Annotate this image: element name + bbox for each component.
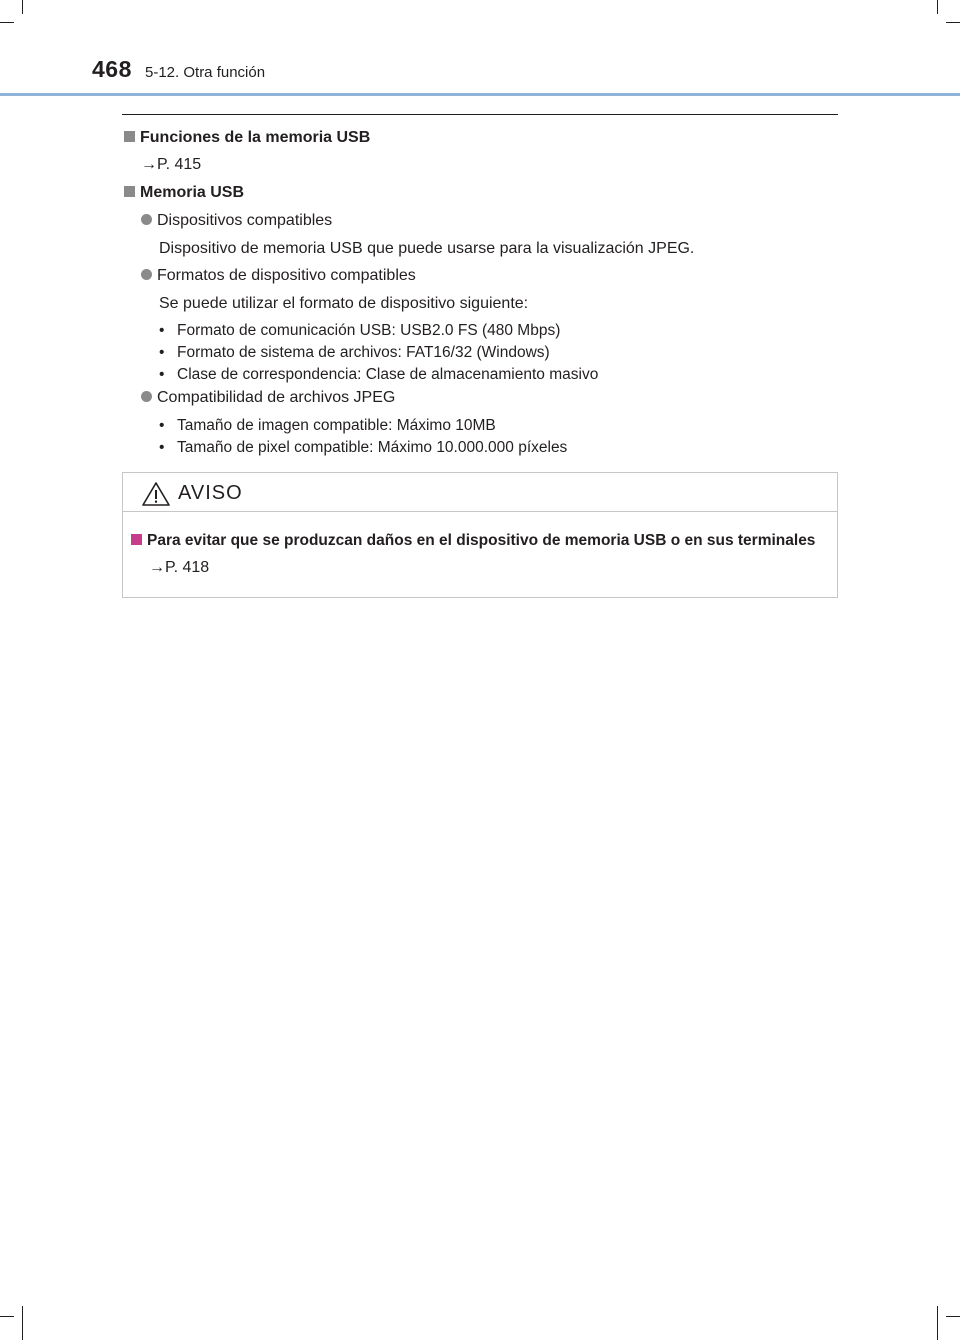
dot-bullet-icon: • xyxy=(159,322,165,339)
heading-text: Funciones de la memoria USB xyxy=(140,129,371,146)
subheading-text: Dispositivos compatibles xyxy=(157,212,333,229)
list-item-text: Tamaño de imagen compatible: Máximo 10MB xyxy=(177,417,496,434)
crop-mark-bottom-right-h xyxy=(946,1316,960,1317)
subheading-text: Compatibilidad de archivos JPEG xyxy=(157,389,396,406)
crop-mark-top-left-v xyxy=(22,0,23,14)
notice-reference-link[interactable] xyxy=(149,558,209,578)
crop-mark-top-right-h xyxy=(946,22,960,23)
square-bullet-icon xyxy=(124,131,135,142)
square-bullet-icon xyxy=(131,534,142,545)
reference-link[interactable] xyxy=(141,155,201,175)
list-item xyxy=(159,416,496,436)
arrow-right-icon: → xyxy=(149,559,165,576)
list-item-text: Formato de comunicación USB: USB2.0 FS (480 Mbps) xyxy=(177,322,561,339)
crop-mark-top-left-h xyxy=(0,22,14,23)
list-item xyxy=(159,343,550,363)
circle-bullet-icon xyxy=(141,214,152,225)
subheading-text: Formatos de dispositivo compatibles xyxy=(157,267,416,284)
list-item xyxy=(159,438,567,458)
page-number: 468 xyxy=(92,56,132,82)
warning-triangle-icon xyxy=(141,481,171,507)
circle-bullet-icon xyxy=(141,269,152,280)
body-text: Dispositivo de memoria USB que puede usarse para la visualización JPEG. xyxy=(159,240,695,257)
arrow-right-icon: → xyxy=(141,156,157,173)
crop-mark-bottom-right-v xyxy=(937,1306,938,1340)
square-bullet-icon xyxy=(124,186,135,197)
notice-heading xyxy=(131,531,815,551)
header-rule xyxy=(0,93,960,96)
dot-bullet-icon: • xyxy=(159,344,165,361)
list-item-text: Formato de sistema de archivos: FAT16/32 (Windows) xyxy=(177,344,550,361)
reference-text: P. 418 xyxy=(165,559,210,576)
dot-bullet-icon: • xyxy=(159,366,165,383)
notice-title: AVISO xyxy=(178,482,243,504)
notice-header xyxy=(123,473,837,512)
subheading-compatible-devices xyxy=(141,211,332,231)
body-text: Se puede utilizar el formato de dispositivo siguiente: xyxy=(159,295,529,312)
list-item xyxy=(159,321,560,341)
subheading-compatible-formats xyxy=(141,266,416,286)
dot-bullet-icon: • xyxy=(159,417,165,434)
list-item xyxy=(159,365,598,385)
subheading-jpeg-compatibility xyxy=(141,388,395,408)
crop-mark-bottom-left-v xyxy=(22,1306,23,1340)
list-item-text: Clase de correspondencia: Clase de almacenamiento masivo xyxy=(177,366,599,383)
dot-bullet-icon: • xyxy=(159,439,165,456)
notice-box xyxy=(122,472,838,598)
section-title: 5-12. Otra función xyxy=(145,64,266,81)
reference-text: P. 415 xyxy=(157,156,202,173)
notice-heading-text: Para evitar que se produzcan daños en el dispositivo de memoria USB o en sus terminales xyxy=(147,532,816,549)
content-top-rule xyxy=(122,114,838,115)
heading-text: Memoria USB xyxy=(140,184,245,201)
crop-mark-top-right-v xyxy=(937,0,938,14)
section-heading-usb-memory xyxy=(124,183,244,203)
section-heading-usb-functions xyxy=(124,128,370,148)
circle-bullet-icon xyxy=(141,391,152,402)
list-item-text: Tamaño de pixel compatible: Máximo 10.000.000 píxeles xyxy=(177,439,568,456)
crop-mark-bottom-left-h xyxy=(0,1316,14,1317)
